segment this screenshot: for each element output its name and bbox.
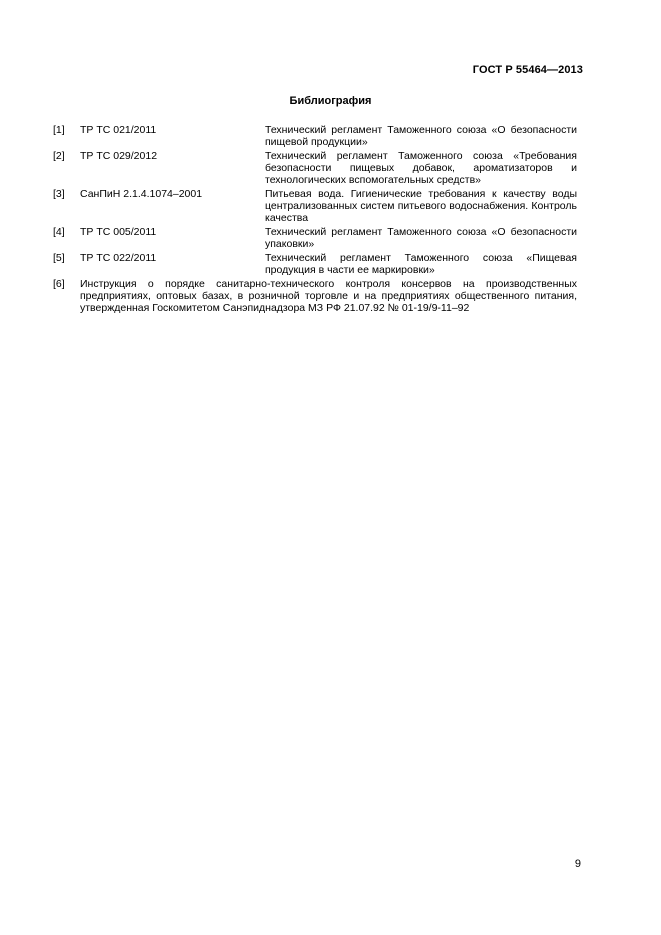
entry-code: ТР ТС 005/2011	[80, 226, 157, 238]
entry-description: Технический регламент Таможенного союза «Пищевая продукция в части ее маркировки»	[265, 252, 577, 276]
entry-number: [3]	[53, 188, 65, 200]
entry-code: СанПиН 2.1.4.1074–2001	[80, 188, 203, 200]
bibliography-entry	[53, 150, 577, 186]
bibliography-entry	[53, 278, 577, 314]
bibliography-entry	[53, 226, 577, 250]
entry-code: ТР ТС 021/2011	[80, 124, 157, 136]
document-code: ГОСТ Р 55464—2013	[472, 64, 583, 76]
entry-code: ТР ТС 029/2012	[80, 150, 158, 162]
entry-code: ТР ТС 022/2011	[80, 252, 157, 264]
entry-number: [4]	[53, 226, 65, 238]
entry-number: [2]	[53, 150, 65, 162]
entry-number: [5]	[53, 252, 65, 264]
page-number: 9	[574, 858, 581, 870]
entry-description: Питьевая вода. Гигиенические требования к качеству воды централизованных систем питьевого водоснабжения. Контроль качества	[265, 188, 577, 224]
entry-description: Технический регламент Таможенного союза «Требования безопасности пищевых добавок, ароматизаторов и технологических вспомогательных средств»	[265, 150, 577, 186]
entry-number: [1]	[53, 124, 65, 136]
bibliography-title: Библиография	[289, 95, 372, 107]
entry-description: Технический регламент Таможенного союза «О безопасности пищевой продукции»	[265, 124, 577, 148]
bibliography-entry	[53, 188, 577, 224]
entry-description: Технический регламент Таможенного союза «О безопасности упаковки»	[265, 226, 577, 250]
bibliography-entry	[53, 252, 577, 276]
entry-full-text: Инструкция о порядке санитарно-технического контроля консервов на производственных предприятиях, оптовых базах, в розничной торговле и на предприятиях общественного питания, утвержденная Госкомитетом Санэпиднадзора МЗ РФ 21.07.92 № 01-19/9-11–92	[80, 278, 577, 314]
bibliography-list	[53, 124, 577, 316]
entry-number: [6]	[53, 278, 65, 290]
bibliography-entry	[53, 124, 577, 148]
